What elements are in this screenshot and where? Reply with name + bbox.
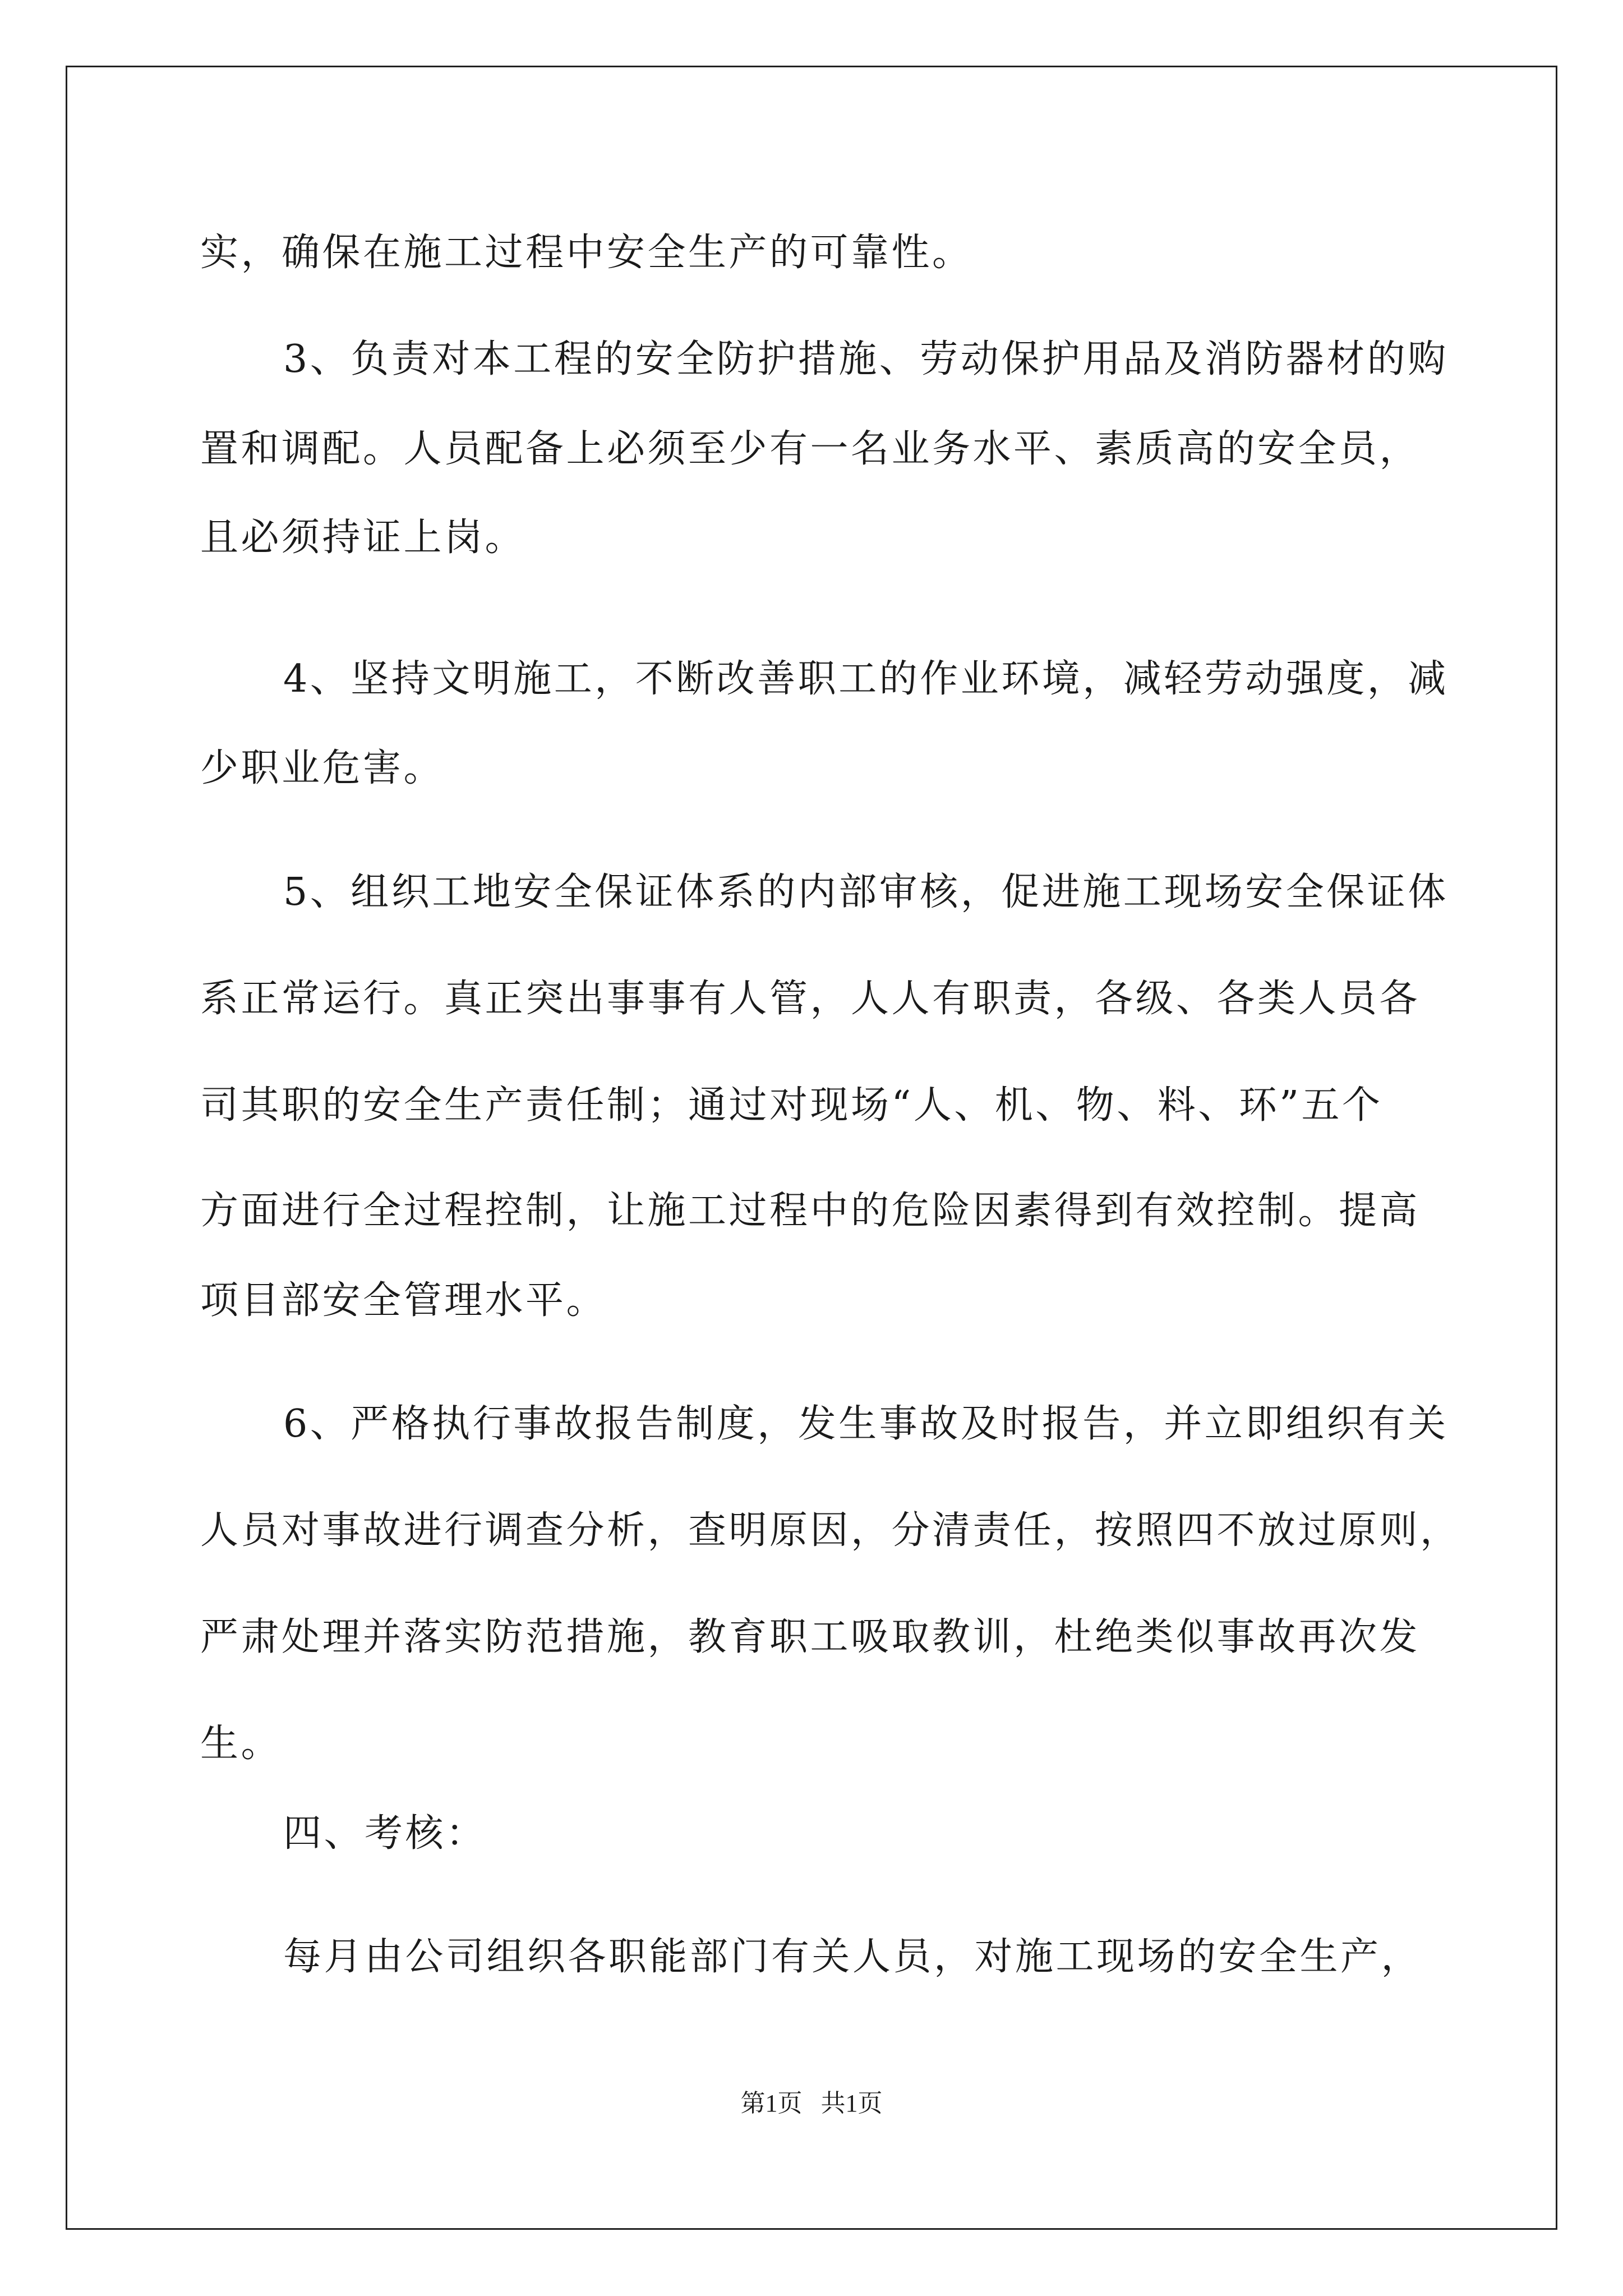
line-3: 置和调配。人员配备上必须至少有一名业务水平、素质高的安全员， [200,427,1421,471]
line-2: 3、负责对本工程的安全防护措施、劳动保护用品及消防器材的购 [283,337,1449,381]
line-13: 人员对事故进行调查分析，查明原因，分清责任，按照四不放过原则， [200,1508,1461,1553]
line-12: 6、严格执行事故报告制度，发生事故及时报告，并立即组织有关 [283,1402,1449,1446]
line-4: 且必须持证上岗。 [200,516,526,560]
line-7: 5、组织工地安全保证体系的内部审核，促进施工现场安全保证体 [283,870,1449,914]
line-14: 严肃处理并落实防范措施，教育职工吸取教训，杜绝类似事故再次发 [200,1615,1421,1659]
page-border [66,66,1557,2230]
line-1: 实，确保在施工过程中安全生产的可靠性。 [200,231,973,275]
line-8: 系正常运行。真正突出事事有人管，人人有职责，各级、各类人员各 [200,977,1421,1021]
line-5: 4、坚持文明施工，不断改善职工的作业环境，减轻劳动强度，减 [283,657,1449,701]
line-9: 司其职的安全生产责任制；通过对现场“人、机、物、料、环”五个 [200,1083,1383,1128]
line-15: 生。 [200,1722,282,1766]
line-10: 方面进行全过程控制，让施工过程中的危险因素得到有效控制。提高 [200,1189,1421,1233]
section-heading-assessment: 四、考核： [283,1811,487,1856]
page-number-footer: 第1页 共1页 [740,2090,883,2117]
line-17: 每月由公司组织各职能部门有关人员，对施工现场的安全生产， [283,1935,1422,1979]
line-11: 项目部安全管理水平。 [200,1278,607,1323]
line-6: 少职业危害。 [200,746,445,790]
